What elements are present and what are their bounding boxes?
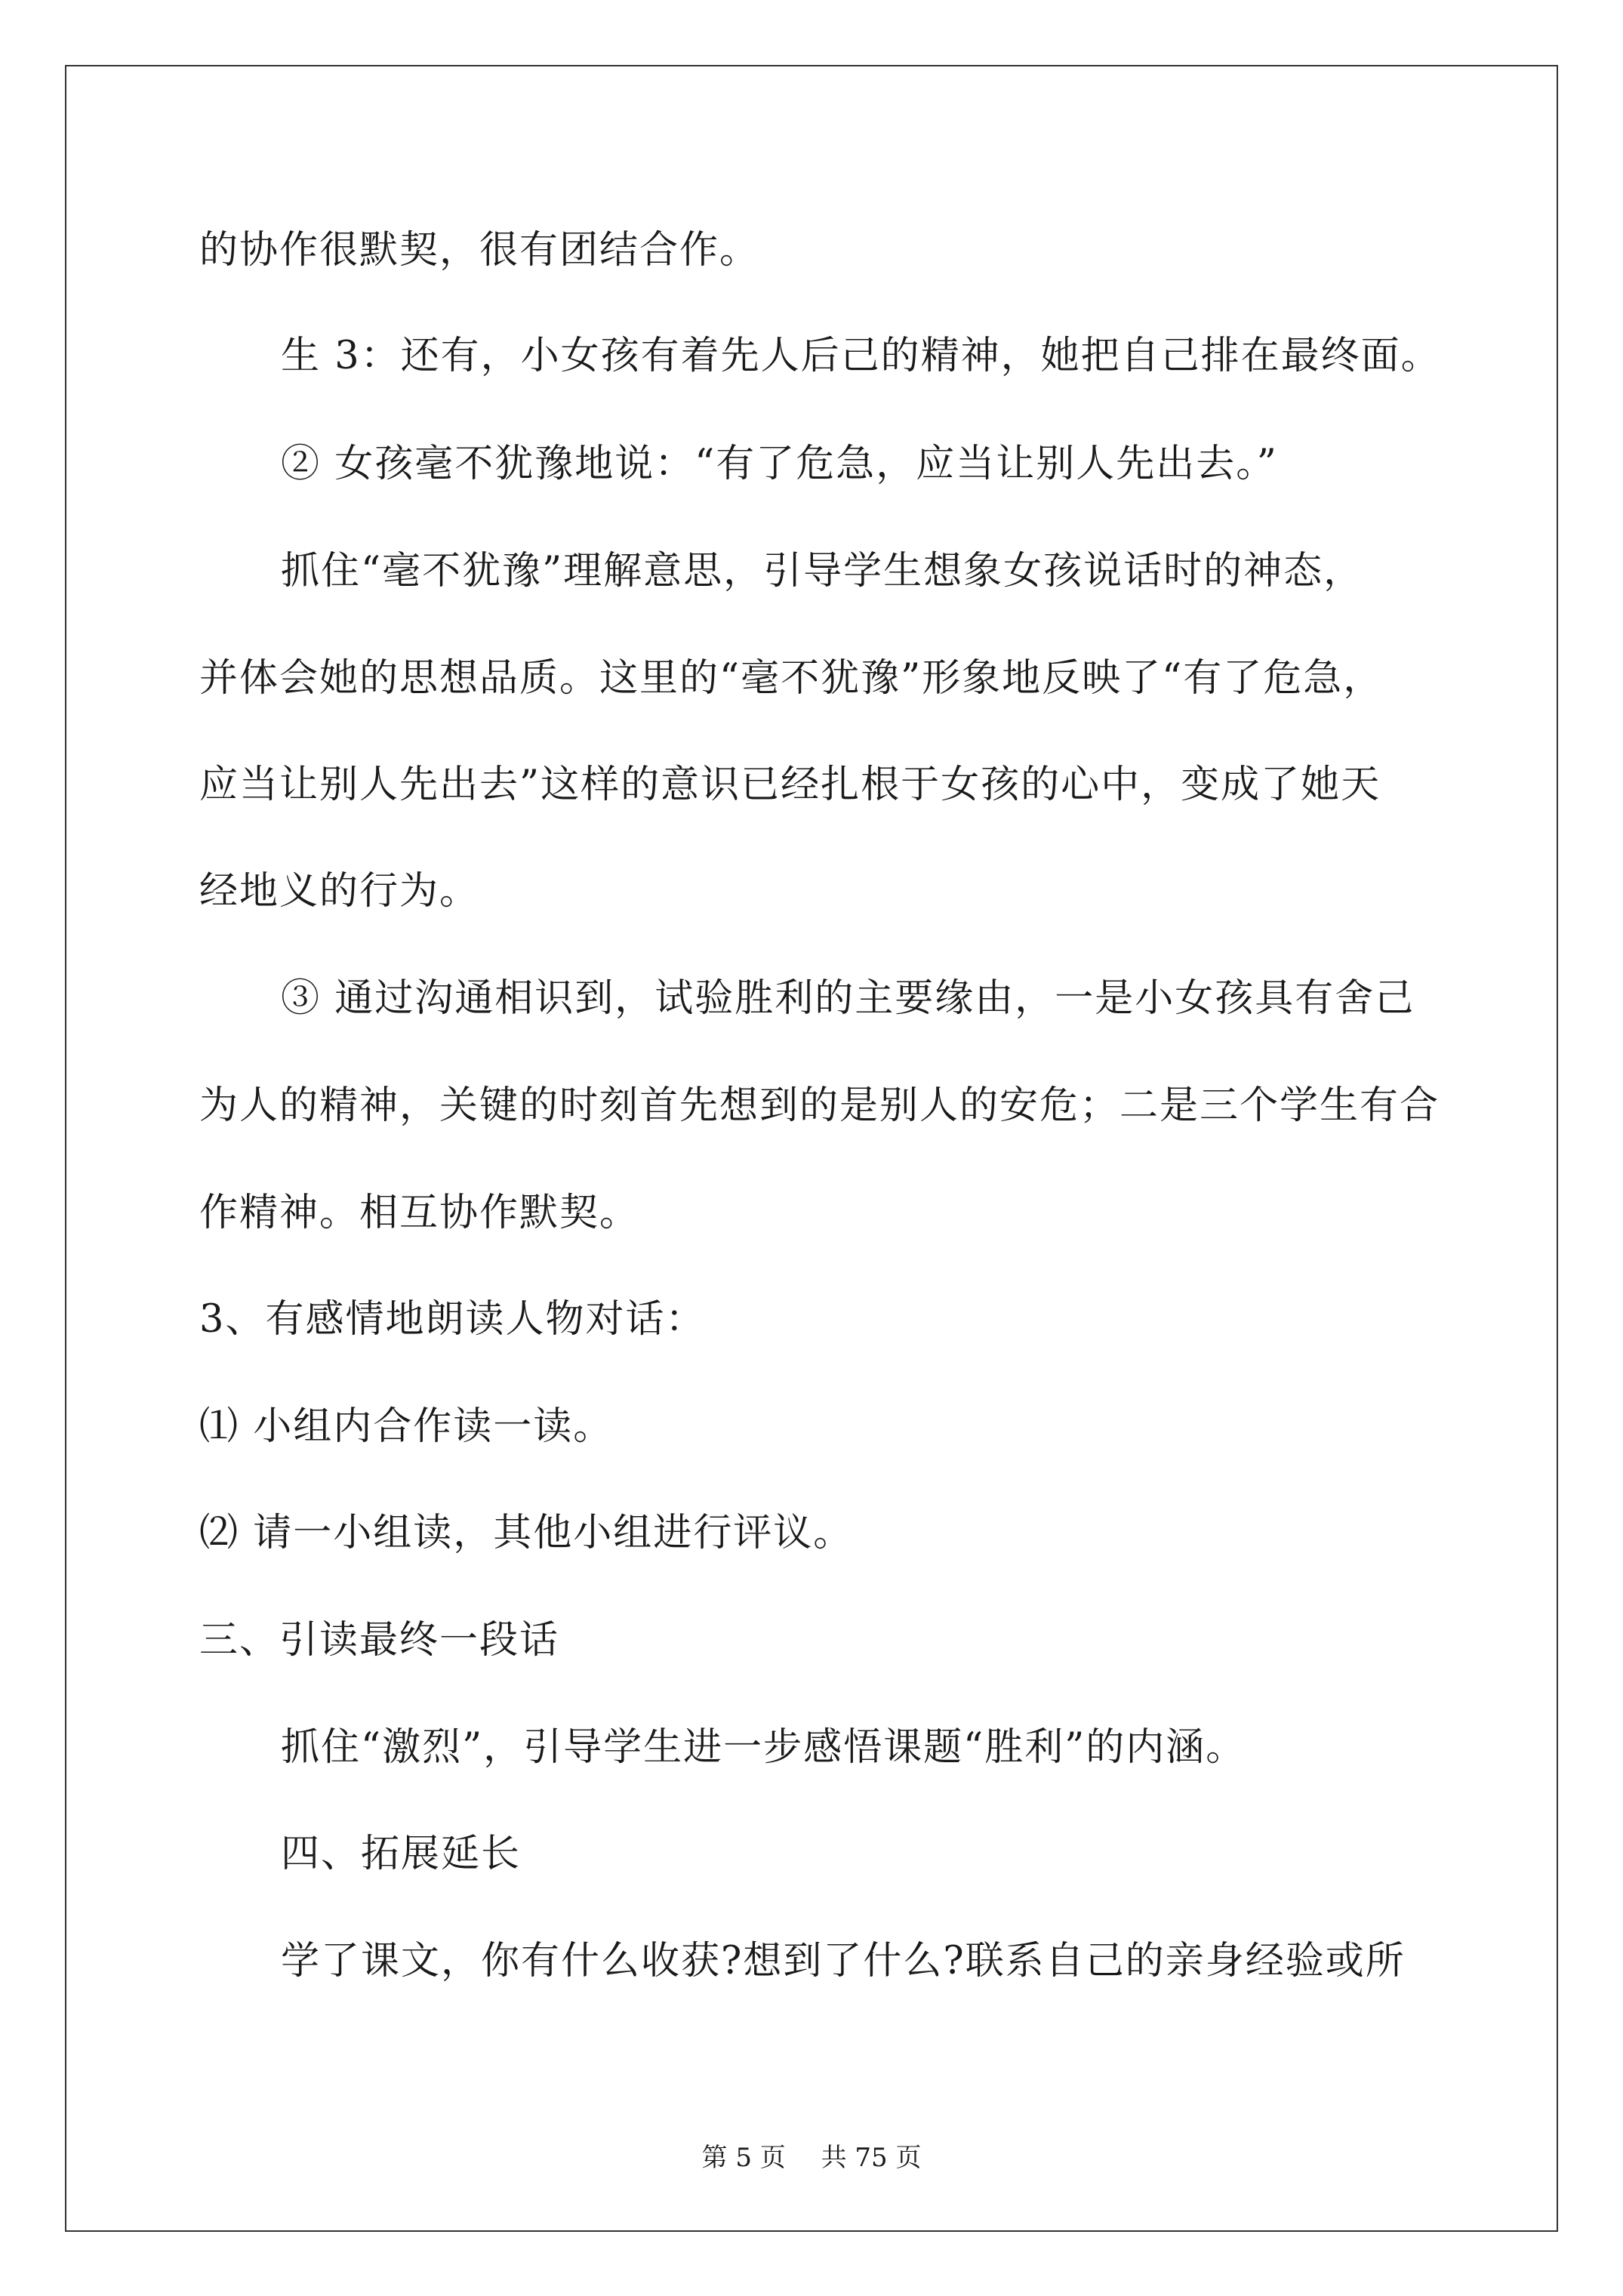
page-footer — [0, 2137, 1623, 2174]
text-line: 为人的精神，关键的时刻首先想到的是别人的安危；二是三个学生有合 — [199, 1083, 1440, 1128]
text-line: ⑵ 请一小组读，其他小组进行评议。 — [199, 1511, 854, 1555]
text-line: 应当让别人先出去”这样的意识已经扎根于女孩的心中，变成了她天 — [199, 763, 1381, 807]
text-line: ⑴ 小组内合作读一读。 — [199, 1404, 614, 1449]
page-border — [65, 65, 1558, 2232]
text-line: 并体会她的思想品质。这里的“毫不犹豫”形象地反映了“有了危急， — [199, 656, 1384, 701]
text-line: 抓住“毫不犹豫”理解意思，引导学生想象女孩说话时的神态， — [281, 549, 1364, 593]
page-number: 第 5 页 — [701, 2143, 786, 2173]
text-line: 学了课文，你有什么收获?想到了什么?联系自己的亲身经验或所 — [281, 1939, 1406, 1983]
text-line: 生 3：还有，小女孩有着先人后己的精神，她把自己排在最终面。 — [281, 334, 1441, 378]
text-line: 作精神。相互协作默契。 — [199, 1191, 640, 1235]
text-line: 的协作很默契，很有团结合作。 — [199, 228, 760, 273]
text-line: ③ 通过沟通相识到，试验胜利的主要缘由，一是小女孩具有舍己 — [281, 976, 1415, 1021]
text-line: ② 女孩毫不犹豫地说：“有了危急，应当让别人先出去。” — [281, 442, 1278, 486]
text-line: 抓住“激烈”，引导学生进一步感悟课题“胜利”的内涵。 — [281, 1725, 1246, 1770]
page-total: 共 75 页 — [821, 2143, 922, 2173]
section-heading: 四、拓展延长 — [281, 1832, 522, 1876]
text-line: 经地义的行为。 — [199, 869, 480, 914]
text-line: 3、有感情地朗读人物对话： — [199, 1297, 706, 1342]
section-heading: 三、引读最终一段话 — [199, 1618, 560, 1663]
